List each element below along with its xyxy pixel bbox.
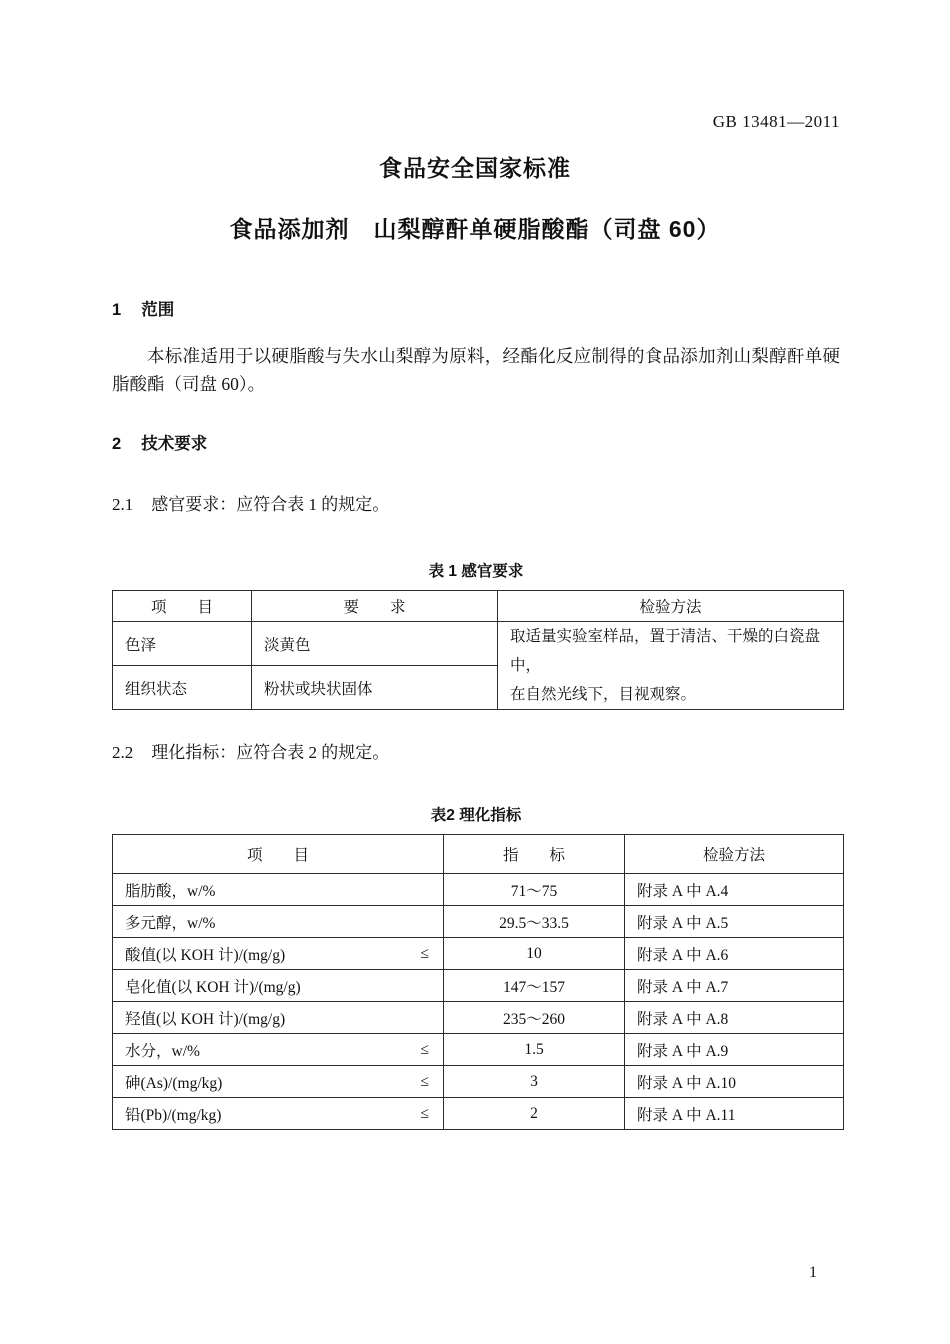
table-header-row — [113, 835, 844, 874]
clause-2-2 — [112, 738, 840, 763]
test-method: 附录 A 中 A.10 — [625, 1066, 844, 1098]
table-row — [113, 1034, 844, 1066]
table-row — [113, 1002, 844, 1034]
clause-2-1-number: 2.1 — [112, 495, 134, 514]
item-label: 脂肪酸，w/% — [125, 882, 216, 900]
table-row — [113, 970, 844, 1002]
requirement-value: 粉状或块状固体 — [252, 666, 498, 710]
column-header-method: 检验方法 — [625, 835, 844, 874]
test-method: 附录 A 中 A.8 — [625, 1002, 844, 1034]
document-body — [112, 296, 840, 1130]
item-label: 水分，w/% — [125, 1042, 200, 1060]
section-1-number: 1 — [112, 301, 122, 319]
item-label: 羟值(以 KOH 计)/(mg/g) — [125, 1010, 286, 1028]
item-label: 皂化值(以 KOH 计)/(mg/g) — [125, 978, 301, 996]
test-method: 附录 A 中 A.6 — [625, 938, 844, 970]
section-2-heading — [112, 430, 840, 454]
spec-value: 29.5～33.5 — [444, 906, 625, 938]
standard-number: GB 13481—2011 — [712, 112, 840, 131]
clause-2-2-number: 2.2 — [112, 743, 134, 762]
table-row — [113, 1098, 844, 1130]
section-1-title: 范围 — [141, 301, 175, 319]
test-method: 附录 A 中 A.5 — [625, 906, 844, 938]
relation-symbol: ≤ — [420, 944, 429, 962]
column-header-item: 项 目 — [113, 835, 444, 874]
document-title: 食品安全国家标准 — [379, 155, 571, 181]
item-label: 组织状态 — [113, 666, 252, 710]
spec-value: 10 — [444, 938, 625, 970]
column-header-item: 项 目 — [113, 591, 252, 622]
table-row — [113, 938, 844, 970]
spec-value: 1.5 — [444, 1034, 625, 1066]
table-row — [113, 622, 844, 666]
table-row — [113, 906, 844, 938]
scope-paragraph: 本标准适用于以硬脂酸与失水山梨醇为原料，经酯化反应制得的食品添加剂山梨醇酐单硬脂酸酯（司盘 60）。 — [112, 346, 840, 394]
section-1-heading — [112, 296, 840, 320]
clause-2-1 — [112, 490, 840, 515]
column-header-indicator: 指 标 — [444, 835, 625, 874]
sensory-requirements-table — [112, 590, 844, 710]
clause-2-2-text: 理化指标：应符合表 2 的规定。 — [151, 743, 390, 762]
item-label: 砷(As)/(mg/kg) — [125, 1074, 223, 1092]
document-subtitle: 食品添加剂 山梨醇酐单硬脂酸酯（司盘 60） — [229, 216, 721, 242]
test-method: 附录 A 中 A.11 — [625, 1098, 844, 1130]
table-header-row — [113, 591, 844, 622]
table-2-caption: 表2 理化指标 — [430, 807, 522, 824]
spec-value: 147～157 — [444, 970, 625, 1002]
item-label: 多元醇，w/% — [125, 914, 216, 932]
item-label: 铅(Pb)/(mg/kg) — [125, 1106, 222, 1124]
table-1-caption: 表 1 感官要求 — [428, 563, 524, 580]
test-method: 附录 A 中 A.7 — [625, 970, 844, 1002]
page-number: 1 — [809, 1264, 817, 1281]
relation-symbol: ≤ — [420, 1104, 429, 1122]
relation-symbol: ≤ — [420, 1072, 429, 1090]
method-line-2: 在自然光线下，目视观察。 — [510, 686, 697, 703]
test-method: 附录 A 中 A.9 — [625, 1034, 844, 1066]
test-method: 附录 A 中 A.4 — [625, 874, 844, 906]
test-method-cell — [498, 622, 844, 710]
column-header-method: 检验方法 — [498, 591, 844, 622]
section-2-title: 技术要求 — [141, 435, 208, 453]
spec-value: 71～75 — [444, 874, 625, 906]
table-row — [113, 1066, 844, 1098]
requirement-value: 淡黄色 — [252, 622, 498, 666]
table-row — [113, 874, 844, 906]
method-line-1: 取适量实验室样品，置于清洁、干燥的白瓷盘中， — [510, 628, 821, 674]
spec-value: 2 — [444, 1098, 625, 1130]
physicochemical-indicators-table — [112, 834, 844, 1130]
spec-value: 3 — [444, 1066, 625, 1098]
item-label: 色泽 — [113, 622, 252, 666]
item-label: 酸值(以 KOH 计)/(mg/g) — [125, 946, 286, 964]
relation-symbol: ≤ — [420, 1040, 429, 1058]
spec-value: 235～260 — [444, 1002, 625, 1034]
clause-2-1-text: 感官要求：应符合表 1 的规定。 — [151, 495, 390, 514]
column-header-requirement: 要 求 — [252, 591, 498, 622]
section-2-number: 2 — [112, 435, 122, 453]
